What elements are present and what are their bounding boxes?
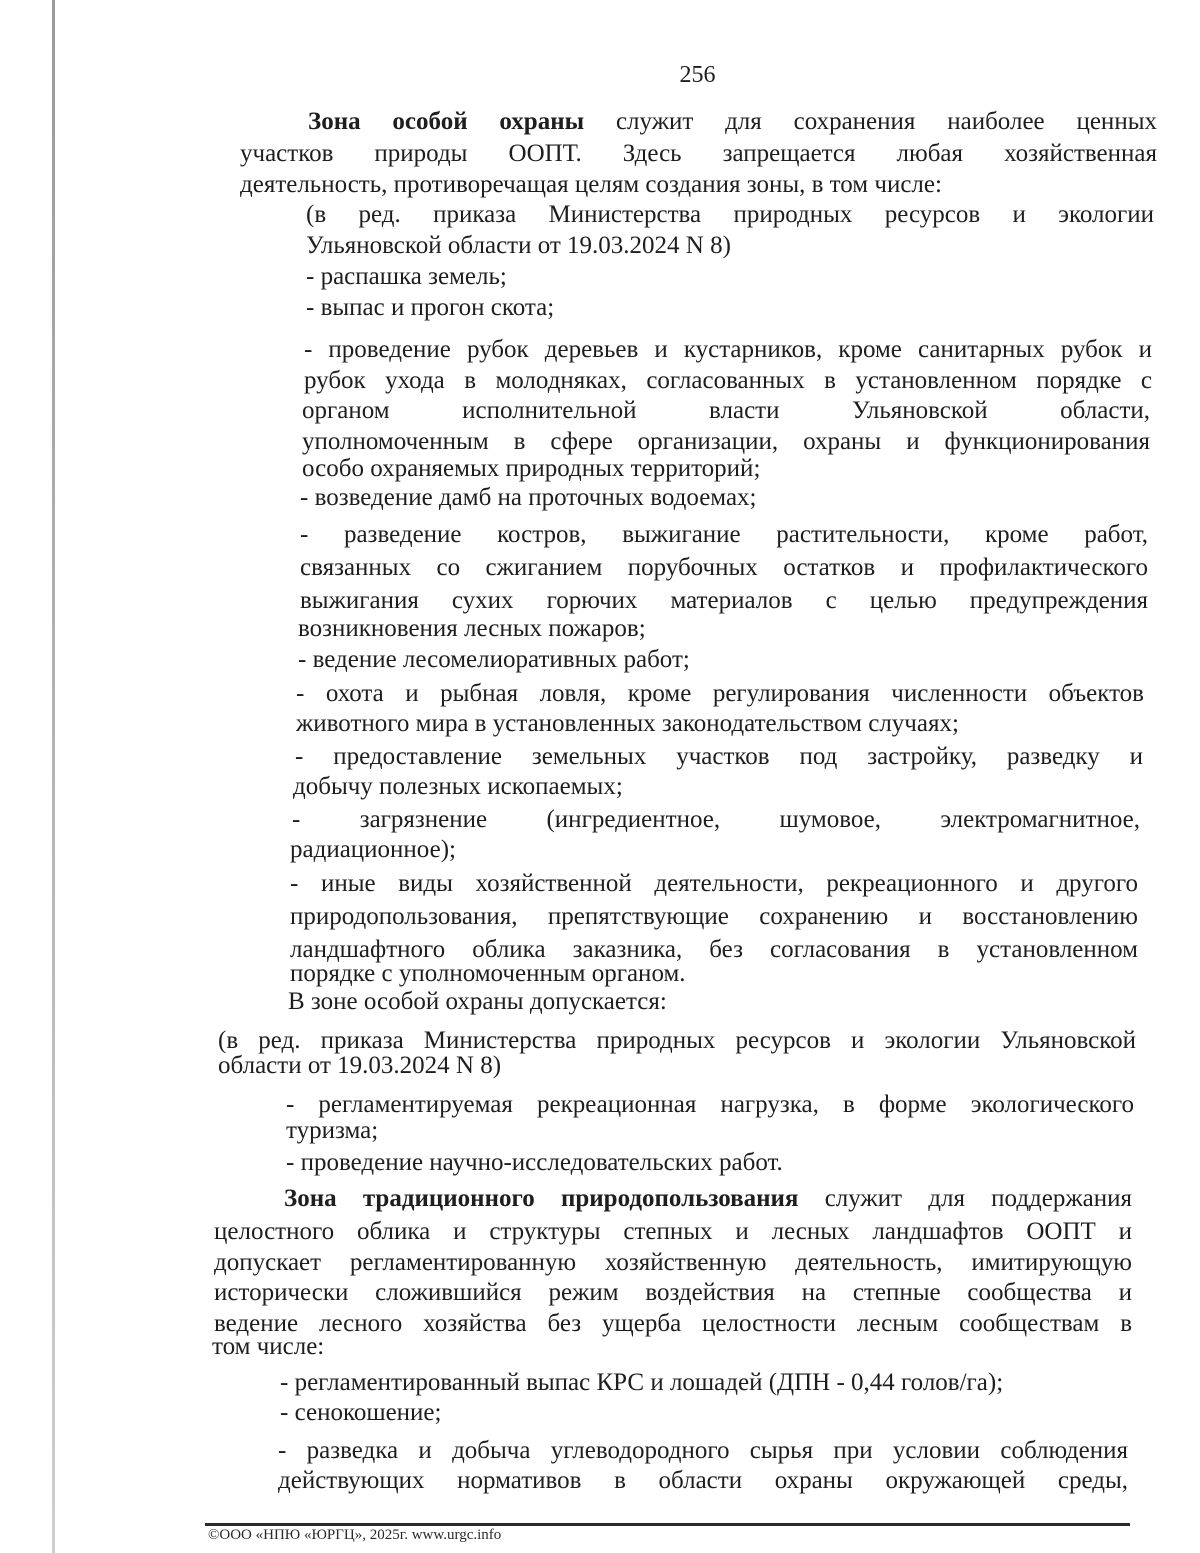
list-item: туризма; bbox=[286, 1117, 379, 1144]
list-item: - загрязнение (ингредиентное, шумовое, электромагнитное, bbox=[292, 806, 1140, 833]
list-item: ландшафтного облика заказника, без согласования в установленном bbox=[290, 936, 1138, 963]
paragraph-line: участков природы ООПТ. Здесь запрещается любая хозяйственная bbox=[240, 140, 1157, 167]
list-item: - охота и рыбная ловля, кроме регулирования численности объектов bbox=[296, 680, 1144, 707]
list-item: особо охраняемых природных территорий; bbox=[302, 455, 761, 482]
amendment-note: (в ред. приказа Министерства природных ресурсов и экологии bbox=[306, 201, 1154, 228]
list-item: животного мира в установленных законодательством случаях; bbox=[296, 710, 959, 737]
list-item: - предоставление земельных участков под застройку, разведку и bbox=[295, 743, 1143, 770]
paragraph-line: В зоне особой охраны допускается: bbox=[288, 988, 667, 1015]
list-item: выжигания сухих горючих материалов с целью предупреждения bbox=[300, 587, 1148, 614]
list-item: - сенокошение; bbox=[280, 1399, 442, 1426]
page-number: 256 bbox=[679, 62, 716, 88]
footer-copyright: ©ООО «НПЮ «ЮРГЦ», 2025г. www.urgc.info bbox=[208, 1527, 502, 1543]
list-item: добычу полезных ископаемых; bbox=[293, 773, 623, 800]
list-item: - разведка и добыча углеводородного сырья при условии соблюдения bbox=[278, 1437, 1128, 1464]
list-item: природопользования, препятствующие сохранению и восстановлению bbox=[290, 903, 1138, 930]
zone-title-special: Зона особой охраны bbox=[308, 108, 585, 135]
amendment-note: (в ред. приказа Министерства природных ресурсов и экологии Ульяновской bbox=[218, 1027, 1136, 1054]
list-item: рубок ухода в молодняках, согласованных в установленном порядке с bbox=[304, 367, 1152, 394]
zone-title-traditional: Зона традиционного природопользования bbox=[284, 1185, 799, 1212]
list-item: - возведение дамб на проточных водоемах; bbox=[300, 484, 757, 511]
paragraph-line: целостного облика и структуры степных и лесных ландшафтов ООПТ и bbox=[214, 1218, 1132, 1245]
paragraph-line: том числе: bbox=[212, 1333, 325, 1360]
list-item: - разведение костров, выжигание растительности, кроме работ, bbox=[300, 521, 1148, 548]
list-item: радиационное); bbox=[290, 836, 456, 863]
list-item: действующих нормативов в области охраны окружающей среды, bbox=[278, 1467, 1128, 1494]
list-item: - регламентируемая рекреационная нагрузка, в форме экологического bbox=[286, 1091, 1134, 1118]
list-item: - распашка земель; bbox=[306, 263, 507, 290]
list-item: - ведение лесомелиоративных работ; bbox=[298, 646, 690, 673]
list-item: - иные виды хозяйственной деятельности, рекреационного и другого bbox=[290, 870, 1138, 897]
paragraph-line: допускает регламентированную хозяйственную деятельность, имитирующую bbox=[214, 1249, 1132, 1276]
paragraph-line: ведение лесного хозяйства без ущерба целостности лесным сообществам в bbox=[214, 1310, 1132, 1337]
list-item: органом исполнительной власти Ульяновской области, bbox=[302, 397, 1150, 424]
amendment-note: Ульяновской области от 19.03.2024 N 8) bbox=[306, 232, 731, 259]
footer-divider bbox=[205, 1523, 1130, 1526]
list-item: - выпас и прогон скота; bbox=[306, 294, 555, 321]
list-item: - регламентированный выпас КРС и лошадей (ДПН - 0,44 голов/га); bbox=[280, 1369, 1004, 1396]
list-item: возникновения лесных пожаров; bbox=[298, 615, 646, 642]
paragraph-line: исторически сложившийся режим воздействия на степные сообщества и bbox=[214, 1279, 1132, 1306]
list-item: связанных со сжиганием порубочных остатков и профилактического bbox=[300, 554, 1148, 581]
list-item: порядке с уполномоченным органом. bbox=[290, 960, 686, 987]
paragraph-line: Зона традиционного природопользования служит для поддержания bbox=[284, 1185, 1132, 1212]
paragraph-line: Зона особой охраны служит для сохранения наиболее ценных bbox=[308, 108, 1157, 135]
list-item: - проведение рубок деревьев и кустарников, кроме санитарных рубок и bbox=[304, 336, 1152, 363]
amendment-note: области от 19.03.2024 N 8) bbox=[218, 1052, 502, 1079]
list-item: - проведение научно-исследовательских работ. bbox=[286, 1149, 783, 1176]
scan-edge bbox=[52, 0, 55, 1553]
paragraph-line: деятельность, противоречащая целям создания зоны, в том числе: bbox=[240, 171, 942, 198]
list-item: уполномоченным в сфере организации, охраны и функционирования bbox=[302, 428, 1150, 455]
